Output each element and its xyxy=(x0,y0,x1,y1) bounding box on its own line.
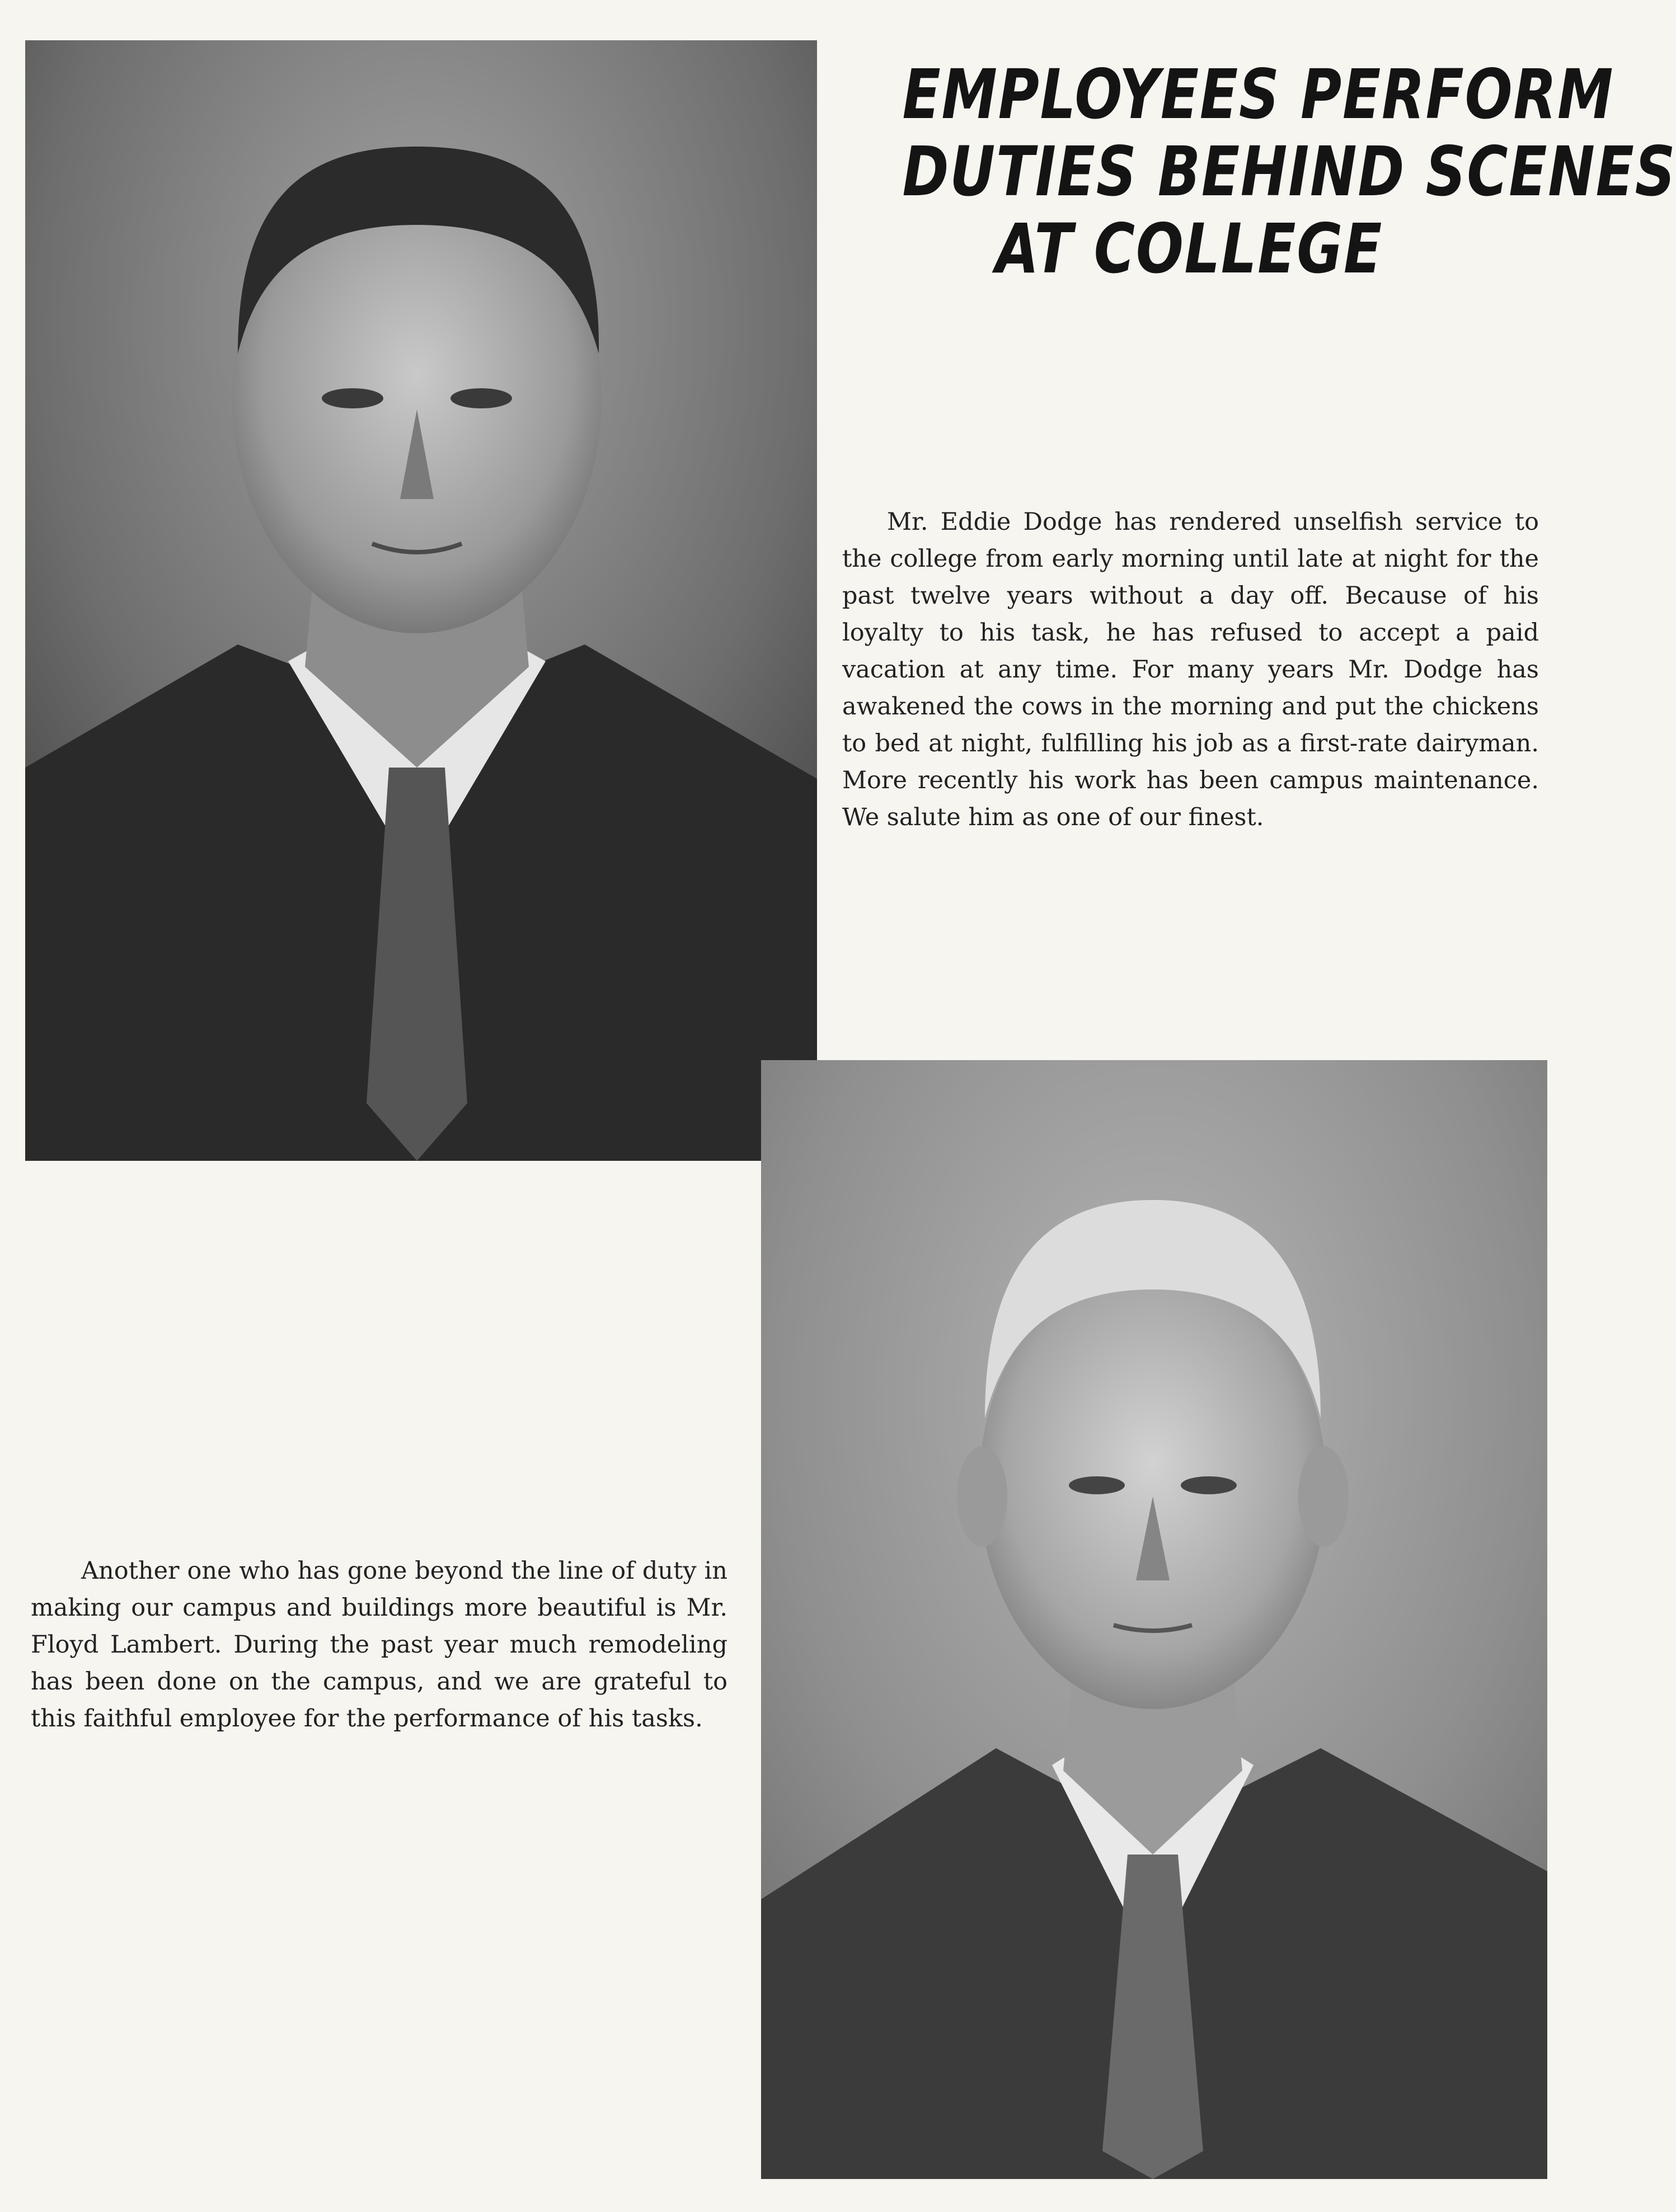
article-lambert-text: Another one who has gone beyond the line of duty in making our campus and buildings more beautiful is Mr. Floyd Lambert. During the past year much remodeling has been done on the campus, and we are grateful to this faithful employee for the performance of his tasks. xyxy=(31,1557,727,1733)
headline xyxy=(902,55,1676,289)
portrait-photo-icon xyxy=(761,1060,1547,2179)
article-dodge-text: Mr. Eddie Dodge has rendered unselfish service to the college from early morning until late at night for the past twelve years without a day off. Because of his loyalty to his task, he has refused to accept a paid vacation at any time. For many years Mr. Dodge has awakened the cows in the morning and put the chickens to bed at night, fulfilling his job as a first-rate dairyman. More recently his work has been campus maintenance. We salute him as one of our finest. xyxy=(842,508,1539,831)
portrait-photo-dodge xyxy=(25,40,817,1161)
portrait-photo-icon xyxy=(25,40,817,1161)
headline-line-2: DUTIES BEHIND SCENES xyxy=(902,132,1676,211)
headline-line-3: AT COLLEGE xyxy=(995,209,1383,289)
portrait-photo-lambert xyxy=(761,1060,1547,2179)
headline-line-1: EMPLOYEES PERFORM xyxy=(902,55,1614,134)
